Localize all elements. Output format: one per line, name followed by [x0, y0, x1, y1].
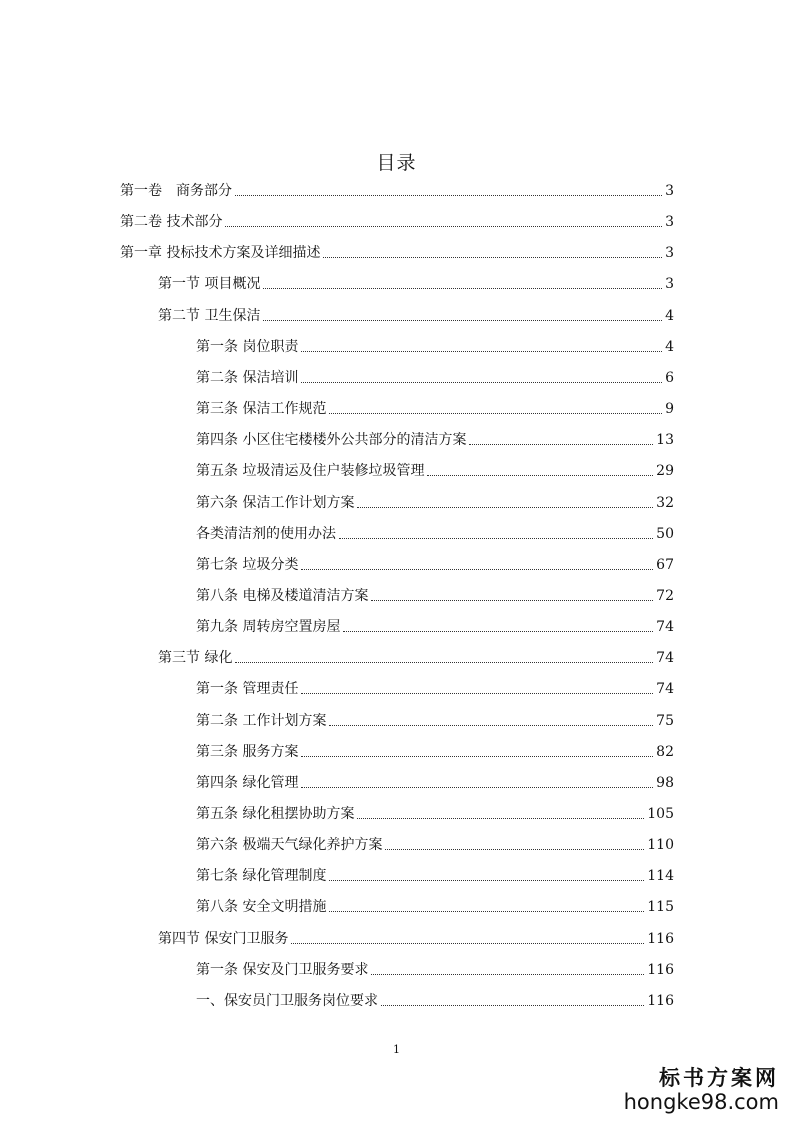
toc-entry-label: 第一条 管理责任: [196, 681, 299, 698]
toc-entry-page: 50: [656, 525, 674, 542]
toc-leader-dots: [301, 756, 653, 757]
toc-leader-dots: [235, 662, 653, 663]
toc-entry-label: 第二条 保洁培训: [196, 369, 299, 386]
toc-leader-dots: [357, 507, 653, 508]
toc-entry-page: 4: [665, 307, 674, 324]
toc-entry-page: 72: [656, 587, 674, 604]
toc-leader-dots: [225, 226, 662, 227]
toc-entry-label: 第三节 绿化: [158, 650, 233, 667]
toc-entry[interactable]: [196, 367, 674, 389]
toc-entry-page: 75: [656, 712, 674, 729]
toc-entry[interactable]: [196, 523, 674, 545]
toc-leader-dots: [381, 1005, 644, 1006]
toc-entry-page: 116: [647, 930, 674, 947]
toc-entry-page: 32: [656, 494, 674, 511]
toc-leader-dots: [343, 631, 653, 632]
toc-leader-dots: [301, 693, 653, 694]
toc-entry[interactable]: [158, 647, 674, 669]
toc-entry-page: 74: [656, 619, 674, 636]
toc-leader-dots: [235, 195, 662, 196]
toc-leader-dots: [301, 787, 653, 788]
toc-entry-page: 3: [665, 183, 674, 199]
toc-entry[interactable]: [196, 616, 674, 638]
toc-leader-dots: [427, 475, 653, 476]
toc-entry-page: 116: [647, 992, 674, 1009]
toc-entry-label: 第八条 电梯及楼道清洁方案: [196, 587, 369, 604]
watermark-name: 标书方案网: [659, 1066, 779, 1090]
toc-leader-dots: [301, 382, 662, 383]
toc-entry-label: 第三条 保洁工作规范: [196, 401, 327, 418]
toc-entry-label: 第五条 绿化租摆协助方案: [196, 806, 355, 822]
toc-entry-label: 第二节 卫生保洁: [158, 307, 261, 324]
toc-entry[interactable]: [120, 242, 674, 264]
toc-entry[interactable]: [196, 336, 674, 358]
toc-leader-dots: [329, 725, 653, 726]
toc-entry-label: 一、保安员门卫服务岗位要求: [196, 992, 378, 1009]
toc-entry-label: 第九条 周转房空置房屋: [196, 619, 341, 636]
toc-entry-page: 29: [656, 463, 674, 480]
toc-entry-label: 第四条 小区住宅楼楼外公共部分的清洁方案: [196, 432, 467, 449]
toc-entry-label: 第一卷 商务部分: [120, 183, 232, 199]
toc-entry-label: 第四节 保安门卫服务: [158, 930, 289, 947]
toc-leader-dots: [329, 911, 644, 912]
toc-leader-dots: [385, 849, 644, 850]
toc-leader-dots: [263, 320, 662, 321]
toc-leader-dots: [329, 880, 644, 881]
toc-entry-label: 第七条 绿化管理制度: [196, 868, 327, 885]
toc-entry-page: 13: [656, 432, 674, 449]
toc-leader-dots: [263, 288, 662, 289]
toc-entry[interactable]: [158, 273, 674, 295]
toc-entry-label: 第八条 安全文明措施: [196, 899, 327, 916]
toc-leader-dots: [301, 351, 662, 352]
toc-entry[interactable]: [196, 492, 674, 514]
toc-entry[interactable]: [196, 959, 674, 981]
toc-entry-page: 82: [656, 743, 674, 760]
toc-entry[interactable]: [196, 585, 674, 607]
toc-entry[interactable]: [196, 741, 674, 763]
toc-entry[interactable]: [196, 865, 674, 887]
toc-entry-page: 67: [656, 556, 674, 573]
toc-leader-dots: [301, 569, 653, 570]
toc-entry-page: 3: [665, 276, 674, 293]
toc-entry[interactable]: [196, 990, 674, 1012]
toc-entry-page: 98: [656, 774, 674, 791]
toc-entry-label: 第二条 工作计划方案: [196, 712, 327, 729]
toc-entry[interactable]: [196, 678, 674, 700]
toc-entry[interactable]: [196, 554, 674, 576]
toc-entry-page: 105: [647, 806, 674, 822]
toc-entry-label: 第四条 绿化管理: [196, 774, 299, 791]
toc-entry-page: 115: [647, 899, 674, 916]
toc-entry[interactable]: [196, 398, 674, 420]
toc-entry-label: 第五条 垃圾清运及住户装修垃圾管理: [196, 463, 425, 480]
toc-entry-label: 第一章 投标技术方案及详细描述: [120, 245, 321, 262]
toc-entry[interactable]: [158, 928, 674, 950]
toc-entry-page: 74: [656, 681, 674, 698]
toc-entry[interactable]: [196, 896, 674, 918]
toc-entry-label: 第一条 保安及门卫服务要求: [196, 961, 369, 978]
toc-entry-label: 第二卷 技术部分: [120, 214, 223, 231]
toc-entry[interactable]: [196, 803, 674, 825]
toc-leader-dots: [291, 943, 644, 944]
toc-entry[interactable]: [196, 834, 674, 856]
toc-entry-page: 3: [665, 214, 674, 231]
toc-entry-page: 9: [665, 401, 674, 418]
toc-leader-dots: [323, 257, 662, 258]
page-number: 1: [393, 1043, 400, 1056]
toc-entry[interactable]: [196, 460, 674, 482]
toc-entry-label: 第三条 服务方案: [196, 743, 299, 760]
toc-leader-dots: [339, 538, 653, 539]
toc-entry-label: 第六条 保洁工作计划方案: [196, 494, 355, 511]
toc-entry-page: 3: [665, 245, 674, 262]
toc-entry-label: 各类清洁剂的使用办法: [196, 525, 336, 542]
toc-entry[interactable]: [158, 305, 674, 327]
watermark-url: hongke98.com: [623, 1090, 779, 1114]
watermark: [624, 1066, 779, 1114]
toc-leader-dots: [371, 600, 653, 601]
toc-title: 目录: [376, 152, 417, 174]
toc-entry[interactable]: [196, 429, 674, 451]
toc-entry-label: 第七条 垃圾分类: [196, 556, 299, 573]
toc-entry-page: 6: [665, 369, 674, 386]
toc-entry-page: 4: [665, 338, 674, 355]
toc-entry-page: 116: [647, 961, 674, 978]
toc-entry-page: 74: [656, 650, 674, 667]
toc-entry-label: 第一条 岗位职责: [196, 338, 299, 355]
toc-entry-label: 第六条 极端天气绿化养护方案: [196, 837, 383, 854]
toc-entry[interactable]: [196, 772, 674, 794]
toc-leader-dots: [371, 974, 644, 975]
toc-leader-dots: [469, 444, 653, 445]
toc-entry-label: 第一节 项目概况: [158, 276, 261, 293]
toc-leader-dots: [329, 413, 662, 414]
toc-entry[interactable]: [120, 211, 674, 233]
toc-entry-page: 114: [647, 868, 674, 885]
toc-entry[interactable]: [120, 180, 674, 202]
toc-leader-dots: [357, 818, 644, 819]
toc-entry[interactable]: [196, 710, 674, 732]
toc-entry-page: 110: [647, 837, 674, 854]
